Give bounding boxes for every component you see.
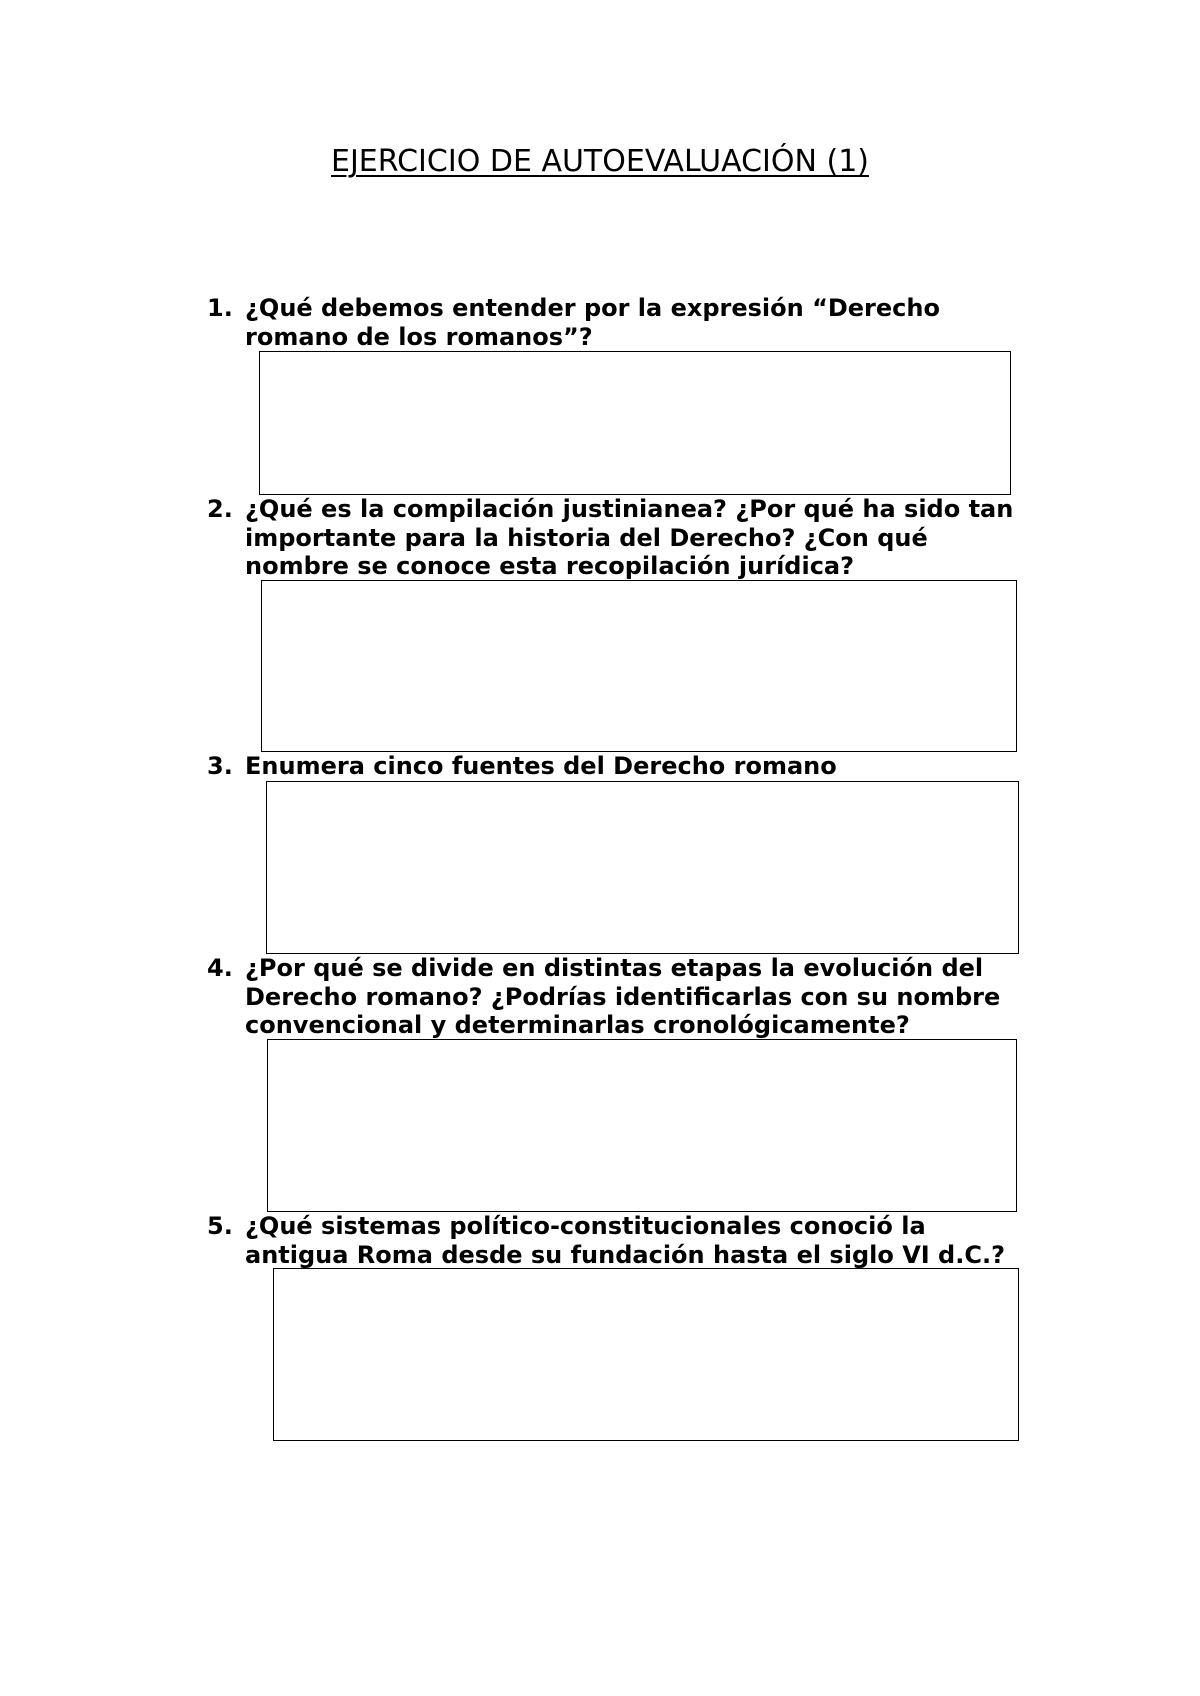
answer-box-5[interactable]: [273, 1268, 1019, 1441]
answer-box-2[interactable]: [261, 580, 1017, 752]
question-5: [207, 1212, 1037, 1269]
question-number: 4.: [207, 954, 233, 982]
question-4: [207, 954, 1037, 1040]
question-text: ¿Por qué se divide en distintas etapas la evolución del Derecho romano? ¿Podrías identificarlas con su nombre convencional y determinarlas cronológicamente?: [245, 954, 1001, 1039]
question-number: 2.: [207, 495, 233, 523]
question-text: ¿Qué es la compilación justinianea? ¿Por qué ha sido tan importante para la historia del Derecho? ¿Con qué nombre se conoce esta recopilación jurídica?: [245, 495, 1014, 580]
question-number: 1.: [207, 294, 233, 322]
answer-box-4[interactable]: [267, 1039, 1017, 1212]
answer-box-3[interactable]: [266, 781, 1019, 954]
question-3: [207, 752, 1037, 781]
question-text: ¿Qué debemos entender por la expresión “Derecho romano de los romanos”?: [245, 294, 940, 351]
question-text: Enumera cinco fuentes del Derecho romano: [245, 752, 837, 780]
question-number: 5.: [207, 1212, 233, 1240]
question-2: [207, 495, 1037, 581]
question-text: ¿Qué sistemas político-constitucionales conoció la antigua Roma desde su fundación hasta el siglo VI d.C.?: [245, 1212, 1005, 1269]
question-1: [207, 294, 967, 351]
page-title: EJERCICIO DE AUTOEVALUACIÓN (1): [331, 144, 869, 179]
answer-box-1[interactable]: [259, 351, 1011, 495]
question-number: 3.: [207, 752, 233, 780]
